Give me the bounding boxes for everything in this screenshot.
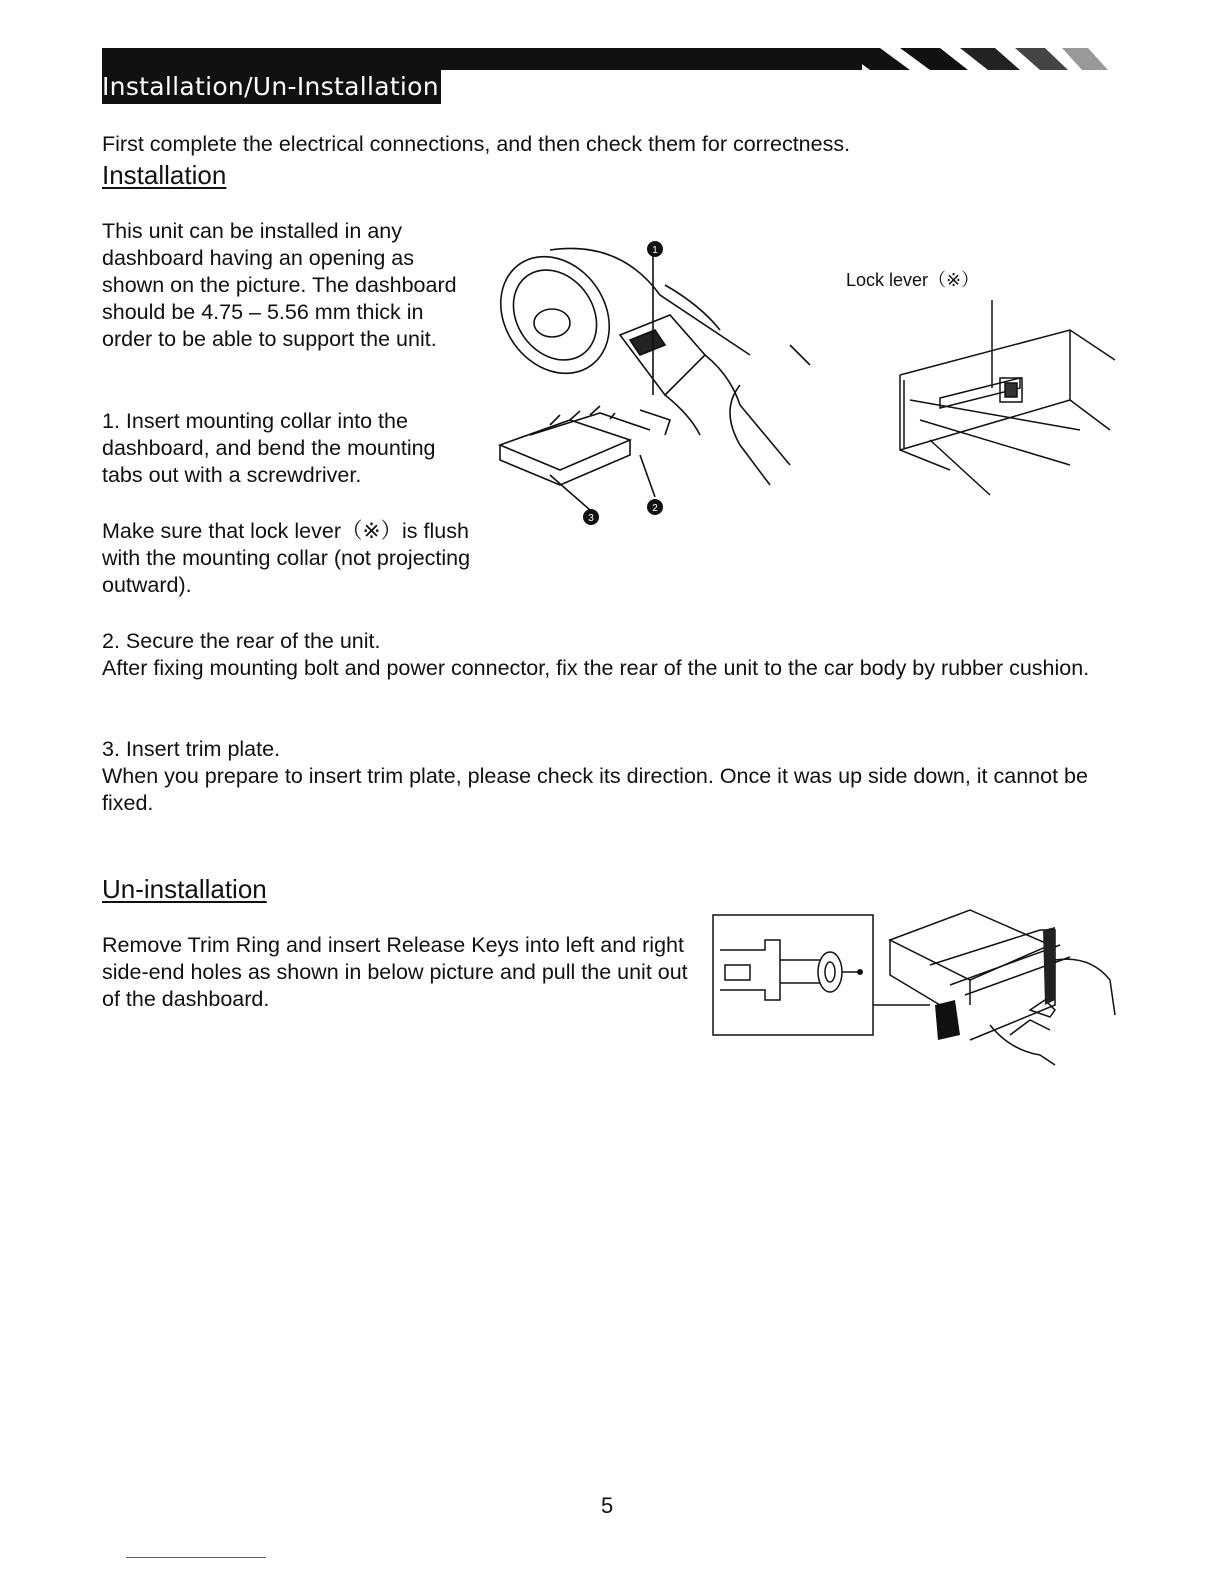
lock-lever-label: Lock lever（※） [846, 270, 980, 290]
lock-lever-illustration [880, 300, 1120, 500]
uninstallation-paragraph: Remove Trim Ring and insert Release Keys into left and right side-end holes as shown in below picture and pull the unit out of the dashboard. [102, 933, 688, 1011]
dashboard-illustration [490, 235, 810, 535]
installation-paragraph: This unit can be installed in any dashboard having an opening as shown on the picture. The dashboard should be 4.75 – 5.56 mm thick in order to be able to support the unit. [102, 219, 457, 351]
intro-text: First complete the electrical connections, and then check them for correctness. [102, 132, 851, 156]
step3-title: 3. Insert trim plate. [102, 737, 281, 761]
header-bar [102, 48, 862, 70]
page-title: Installation/Un-Installation [102, 70, 441, 104]
callout-2: 2 [652, 503, 658, 514]
step3-text: When you prepare to insert trim plate, please check its direction. Once it was up side down, it cannot be fixed. [102, 764, 1088, 815]
step1-title: 1. Insert mounting collar into the dashboard, and bend the mounting tabs out with a screwdriver. [102, 409, 436, 487]
step2-text: After fixing mounting bolt and power connector, fix the rear of the unit to the car body by rubber cushion. [102, 656, 1090, 680]
callout-1: 1 [652, 245, 658, 256]
header-stripes-decoration [840, 44, 1110, 76]
page-number: 5 [601, 1493, 614, 1518]
step1-note: Make sure that lock lever（※）is flush with the mounting collar (not projecting outward). [102, 519, 471, 597]
release-key-illustration [710, 905, 1120, 1075]
step2-title: 2. Secure the rear of the unit. [102, 629, 381, 653]
installation-heading: Installation [102, 160, 227, 190]
uninstallation-heading: Un-installation [102, 874, 267, 904]
callout-3: 3 [588, 513, 594, 524]
footer-rule [126, 1557, 266, 1558]
